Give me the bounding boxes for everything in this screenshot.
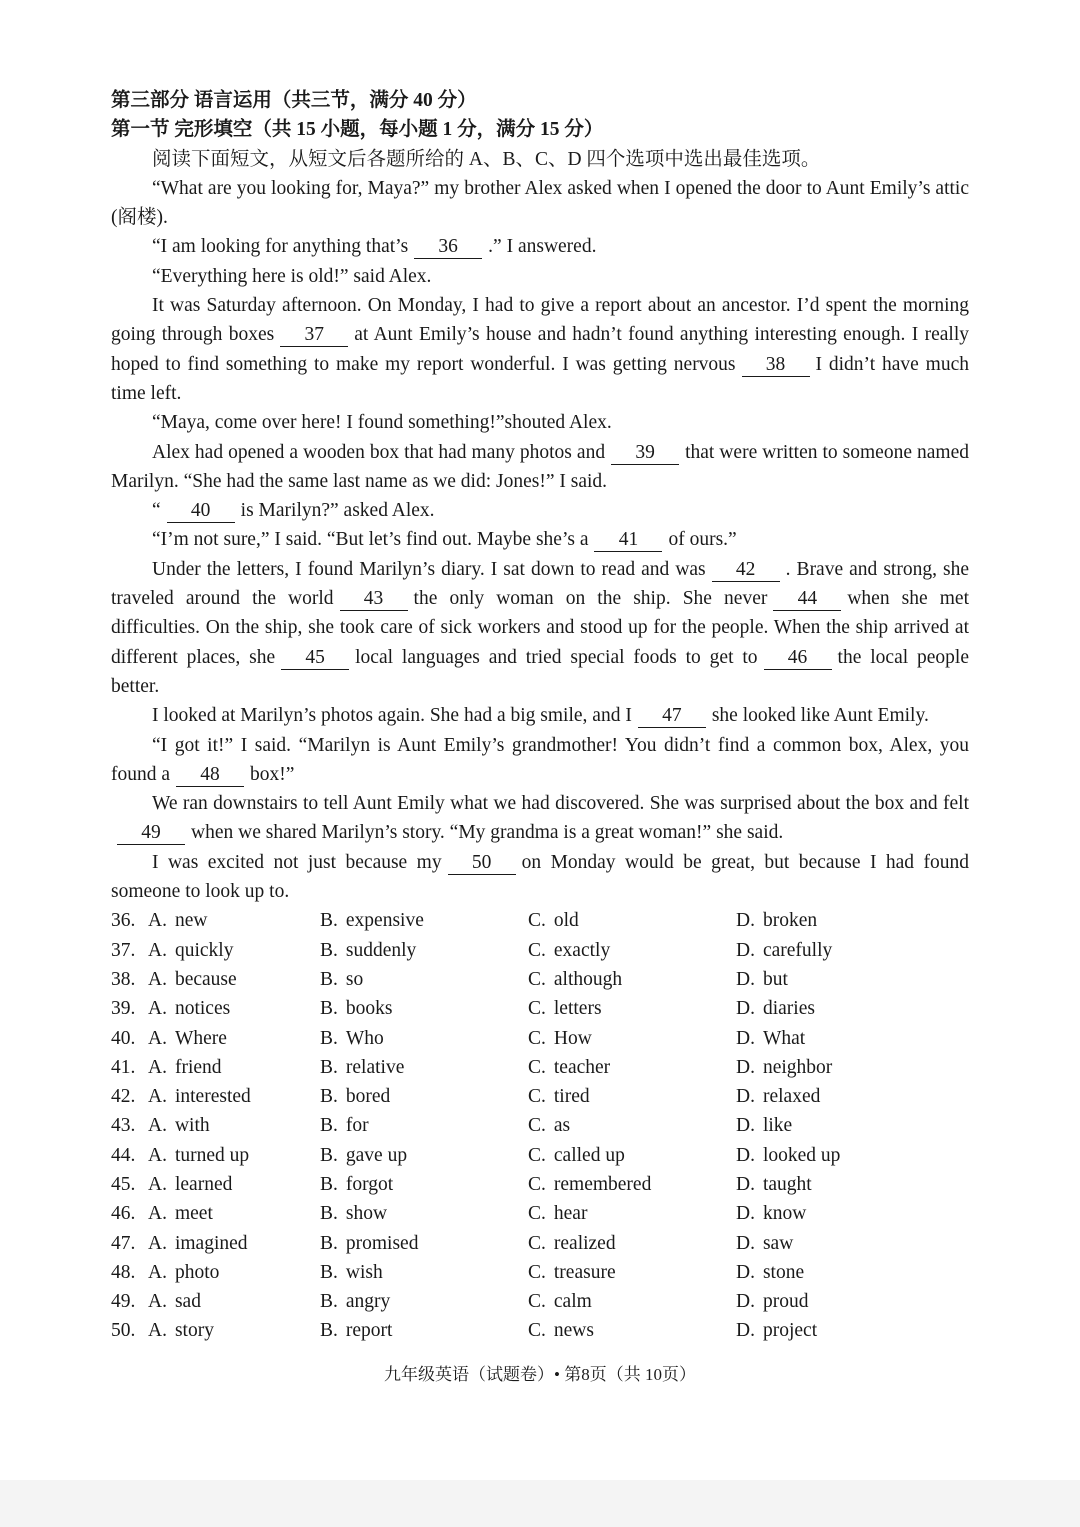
option-a — [148, 1287, 320, 1316]
option-d — [736, 994, 944, 1023]
option-b — [320, 1199, 528, 1228]
option-letter: B. — [320, 968, 338, 990]
option-letter: C. — [528, 1291, 546, 1313]
option-d — [736, 1053, 944, 1082]
passage-paragraph — [111, 496, 969, 525]
option-a — [148, 1082, 320, 1111]
option-b — [320, 1053, 528, 1082]
option-letter: D. — [736, 1203, 755, 1225]
option-a — [148, 1141, 320, 1170]
option-row — [111, 1141, 969, 1170]
option-text: realized — [553, 1232, 616, 1254]
option-text: notices — [174, 998, 231, 1020]
blank-38: 38 — [742, 354, 810, 377]
option-text: diaries — [762, 998, 815, 1020]
option-letter: A. — [148, 1086, 167, 1108]
option-text: proud — [762, 1291, 809, 1313]
option-text: news — [553, 1320, 594, 1342]
option-text: Where — [174, 1027, 227, 1049]
question-number: 49. — [111, 1291, 136, 1313]
option-letter: C. — [528, 1086, 546, 1108]
option-text: called up — [553, 1144, 625, 1166]
passage-text: she looked like Aunt Emily. — [711, 705, 929, 727]
option-letter: C. — [528, 1144, 546, 1166]
question-number: 38. — [111, 968, 136, 990]
option-a — [148, 1024, 320, 1053]
passage-paragraph — [111, 701, 969, 730]
option-row — [111, 994, 969, 1023]
blank-43: 43 — [340, 588, 408, 611]
option-letter: B. — [320, 1144, 338, 1166]
option-row — [111, 936, 969, 965]
option-letter: C. — [528, 1203, 546, 1225]
option-text: taught — [762, 1173, 812, 1195]
option-d — [736, 1287, 944, 1316]
option-d — [736, 1141, 944, 1170]
question-number: 42. — [111, 1086, 136, 1108]
option-letter: D. — [736, 1027, 755, 1049]
option-letter: A. — [148, 1173, 167, 1195]
option-letter: B. — [320, 910, 338, 932]
option-letter: C. — [528, 998, 546, 1020]
option-a — [148, 1316, 320, 1345]
passage-paragraph — [111, 232, 969, 261]
passage-text: “ — [152, 500, 161, 522]
option-c — [528, 906, 736, 935]
option-text: although — [553, 968, 623, 990]
option-letter: A. — [148, 1232, 167, 1254]
option-text: remembered — [553, 1173, 652, 1195]
option-text: so — [345, 968, 364, 990]
passage-text: Alex had opened a wooden box that had many photos and — [152, 441, 606, 463]
option-a — [148, 1199, 320, 1228]
question-number: 37. — [111, 939, 136, 961]
blank-48: 48 — [176, 764, 244, 787]
passage-paragraph — [111, 731, 969, 790]
passage-text: .” I answered. — [488, 236, 597, 258]
option-text: teacher — [553, 1056, 611, 1078]
option-letter: D. — [736, 968, 755, 990]
option-text: because — [174, 968, 237, 990]
blank-44: 44 — [773, 588, 841, 611]
option-c — [528, 1053, 736, 1082]
option-text: as — [553, 1115, 571, 1137]
passage-text: of ours.” — [668, 529, 737, 551]
option-letter: D. — [736, 1232, 755, 1254]
blank-37: 37 — [280, 324, 348, 347]
option-a — [148, 1258, 320, 1287]
option-text: promised — [345, 1232, 419, 1254]
passage-paragraph — [111, 408, 969, 437]
option-text: new — [174, 910, 208, 932]
option-text: Who — [345, 1027, 384, 1049]
option-letter: B. — [320, 939, 338, 961]
question-number: 47. — [111, 1232, 136, 1254]
instruction: 阅读下面短文，从短文后各题所给的 A、B、C、D 四个选项中选出最佳选项。 — [152, 148, 821, 170]
blank-39: 39 — [611, 442, 679, 465]
option-b — [320, 1258, 528, 1287]
page-content — [111, 86, 969, 1346]
blank-36: 36 — [414, 236, 482, 259]
passage-text: “I am looking for anything that’s — [152, 236, 409, 258]
option-letter: A. — [148, 968, 167, 990]
option-text: suddenly — [345, 939, 417, 961]
option-c — [528, 994, 736, 1023]
option-text: meet — [174, 1203, 213, 1225]
option-row — [111, 1170, 969, 1199]
passage-text: when we shared Marilyn’s story. “My grandma is a great woman!” she said. — [191, 822, 784, 844]
option-letter: B. — [320, 1115, 338, 1137]
option-c — [528, 1229, 736, 1258]
option-b — [320, 1287, 528, 1316]
option-letter: A. — [148, 998, 167, 1020]
option-c — [528, 1082, 736, 1111]
passage-text: “I got it!” I said. “Marilyn is Aunt Emily’s grandmother! You didn’t find a common box, Alex, you found a — [111, 734, 969, 785]
option-letter: D. — [736, 1173, 755, 1195]
passage-paragraph — [111, 789, 969, 848]
passage-text: “What are you looking for, Maya?” my brother Alex asked when I opened the door to Aunt Emily’s attic (阁楼). — [111, 177, 969, 229]
option-letter: B. — [320, 1027, 338, 1049]
option-text: hear — [553, 1203, 588, 1225]
option-row — [111, 1199, 969, 1228]
option-letter: D. — [736, 1056, 755, 1078]
option-text: books — [345, 998, 393, 1020]
option-text: old — [553, 910, 579, 932]
passage-paragraph — [111, 525, 969, 554]
option-c — [528, 1111, 736, 1140]
question-number: 41. — [111, 1056, 136, 1078]
question-number: 40. — [111, 1027, 136, 1049]
option-text: imagined — [174, 1232, 248, 1254]
option-letter: A. — [148, 910, 167, 932]
option-a — [148, 1053, 320, 1082]
option-d — [736, 965, 944, 994]
option-c — [528, 965, 736, 994]
option-a — [148, 1170, 320, 1199]
passage-paragraph — [111, 291, 969, 408]
passage-text: Under the letters, I found Marilyn’s diary. I sat down to read and was — [152, 558, 706, 580]
question-number: 50. — [111, 1320, 136, 1342]
passage-text: local languages and tried special foods to get to — [355, 646, 758, 668]
passage-text: We ran downstairs to tell Aunt Emily what we had discovered. She was surprised about the box and felt — [152, 793, 969, 815]
option-row — [111, 1287, 969, 1316]
option-letter: B. — [320, 1291, 338, 1313]
option-text: angry — [345, 1291, 391, 1313]
option-b — [320, 994, 528, 1023]
option-d — [736, 1199, 944, 1228]
option-b — [320, 1024, 528, 1053]
option-b — [320, 1141, 528, 1170]
option-text: tired — [553, 1086, 590, 1108]
option-letter: A. — [148, 1056, 167, 1078]
option-letter: A. — [148, 1115, 167, 1137]
blank-46: 46 — [764, 647, 832, 670]
option-letter: B. — [320, 1232, 338, 1254]
option-a — [148, 906, 320, 935]
option-text: project — [762, 1320, 818, 1342]
option-text: What — [762, 1027, 806, 1049]
passage-text: It was Saturday afternoon. On Monday, I had to give a report about an ancestor. I’d spent the morning going through boxes — [111, 295, 969, 346]
option-b — [320, 1316, 528, 1345]
option-text: forgot — [345, 1173, 394, 1195]
passage-paragraph — [111, 262, 969, 291]
option-d — [736, 1316, 944, 1345]
question-number: 43. — [111, 1115, 136, 1137]
option-d — [736, 1082, 944, 1111]
blank-47: 47 — [638, 705, 706, 728]
option-letter: D. — [736, 910, 755, 932]
blank-41: 41 — [594, 529, 662, 552]
section-title: 第一节 完形填空（共 15 小题，每小题 1 分，满分 15 分） — [111, 119, 604, 141]
option-letter: C. — [528, 1320, 546, 1342]
option-letter: C. — [528, 1261, 546, 1283]
option-text: bored — [345, 1086, 391, 1108]
option-text: with — [174, 1115, 210, 1137]
option-a — [148, 994, 320, 1023]
passage-text: I was excited not just because my — [152, 851, 442, 873]
question-number: 48. — [111, 1261, 136, 1283]
option-text: gave up — [345, 1144, 408, 1166]
option-text: relaxed — [762, 1086, 821, 1108]
passage-text: “I’m not sure,” I said. “But let’s find out. Maybe she’s a — [152, 529, 589, 551]
option-letter: D. — [736, 1291, 755, 1313]
option-text: letters — [553, 998, 602, 1020]
option-text: interested — [174, 1086, 251, 1108]
passage-text: I looked at Marilyn’s photos again. She had a big smile, and I — [152, 705, 632, 727]
option-d — [736, 1111, 944, 1140]
passage-text: is Marilyn?” asked Alex. — [240, 500, 435, 522]
option-text: turned up — [174, 1144, 250, 1166]
option-letter: D. — [736, 939, 755, 961]
passage-text: when she met difficulties. On the ship, she took care of sick workers and stood up for the people. When the ship arrived at different places, she — [111, 588, 969, 668]
option-text: story — [174, 1320, 214, 1342]
option-letter: C. — [528, 968, 546, 990]
option-letter: D. — [736, 1115, 755, 1137]
question-number: 45. — [111, 1173, 136, 1195]
option-row — [111, 965, 969, 994]
option-letter: C. — [528, 1115, 546, 1137]
passage-text: the only woman on the ship. She never — [413, 588, 768, 610]
answer-options — [111, 906, 969, 1345]
passage-text: at Aunt Emily’s house and hadn’t found anything interesting enough. I really hoped to find something to make my report wonderful. I was getting nervous — [111, 324, 969, 375]
option-letter: D. — [736, 1320, 755, 1342]
option-text: relative — [345, 1056, 405, 1078]
option-c — [528, 1024, 736, 1053]
option-text: for — [345, 1115, 369, 1137]
option-a — [148, 1229, 320, 1258]
option-text: show — [345, 1203, 388, 1225]
blank-50: 50 — [448, 852, 516, 875]
option-c — [528, 1258, 736, 1287]
option-c — [528, 1199, 736, 1228]
option-c — [528, 1316, 736, 1345]
option-text: photo — [174, 1261, 220, 1283]
option-c — [528, 1287, 736, 1316]
passage-paragraph — [111, 555, 969, 701]
option-letter: D. — [736, 1086, 755, 1108]
option-letter: C. — [528, 939, 546, 961]
option-c — [528, 936, 736, 965]
option-text: How — [553, 1027, 592, 1049]
option-b — [320, 1170, 528, 1199]
option-row — [111, 1111, 969, 1140]
option-letter: C. — [528, 910, 546, 932]
option-letter: A. — [148, 1261, 167, 1283]
option-letter: A. — [148, 1144, 167, 1166]
page-footer: 九年级英语（试题卷）• 第8页（共 10页） — [384, 1365, 696, 1384]
option-row — [111, 1082, 969, 1111]
option-letter: C. — [528, 1232, 546, 1254]
passage-text: I didn’t have much time left. — [111, 353, 969, 404]
option-a — [148, 1111, 320, 1140]
option-d — [736, 1229, 944, 1258]
option-letter: C. — [528, 1027, 546, 1049]
option-letter: D. — [736, 1144, 755, 1166]
option-b — [320, 906, 528, 935]
blank-42: 42 — [712, 559, 780, 582]
option-row — [111, 1229, 969, 1258]
option-text: report — [345, 1320, 393, 1342]
option-text: exactly — [553, 939, 611, 961]
option-letter: B. — [320, 1173, 338, 1195]
option-row — [111, 1316, 969, 1345]
option-text: like — [762, 1115, 793, 1137]
option-d — [736, 906, 944, 935]
option-text: quickly — [174, 939, 234, 961]
option-text: neighbor — [762, 1056, 833, 1078]
option-b — [320, 1111, 528, 1140]
passage-text: box!” — [250, 763, 295, 785]
option-text: broken — [762, 910, 818, 932]
option-b — [320, 1229, 528, 1258]
option-text: treasure — [553, 1261, 616, 1283]
option-d — [736, 1170, 944, 1199]
option-text: but — [762, 968, 788, 990]
blank-45: 45 — [281, 647, 349, 670]
option-letter: A. — [148, 1291, 167, 1313]
option-letter: B. — [320, 1086, 338, 1108]
option-d — [736, 1024, 944, 1053]
option-c — [528, 1141, 736, 1170]
question-number: 36. — [111, 910, 136, 932]
option-row — [111, 1258, 969, 1287]
option-letter: A. — [148, 1320, 167, 1342]
passage-text: on Monday would be great, but because I had found someone to look up to. — [111, 851, 970, 903]
option-letter: B. — [320, 1320, 338, 1342]
option-text: calm — [553, 1291, 592, 1313]
option-text: carefully — [762, 939, 833, 961]
option-letter: B. — [320, 998, 338, 1020]
option-letter: A. — [148, 1203, 167, 1225]
option-letter: D. — [736, 998, 755, 1020]
option-row — [111, 906, 969, 935]
option-letter: C. — [528, 1173, 546, 1195]
question-number: 39. — [111, 998, 136, 1020]
option-text: stone — [762, 1261, 805, 1283]
option-a — [148, 936, 320, 965]
passage-text: “Everything here is old!” said Alex. — [152, 265, 432, 287]
option-text: expensive — [345, 910, 424, 932]
passage-text: “Maya, come over here! I found something!”shouted Alex. — [152, 412, 612, 434]
option-letter: A. — [148, 1027, 167, 1049]
question-number: 44. — [111, 1144, 136, 1166]
option-letter: D. — [736, 1261, 755, 1283]
passage-paragraph — [111, 174, 969, 233]
option-letter: C. — [528, 1056, 546, 1078]
option-b — [320, 965, 528, 994]
option-d — [736, 936, 944, 965]
option-c — [528, 1170, 736, 1199]
passage-paragraph — [111, 848, 969, 907]
option-b — [320, 936, 528, 965]
option-row — [111, 1053, 969, 1082]
option-letter: B. — [320, 1261, 338, 1283]
passage-text: that were written to someone named Marilyn. “She had the same last name as we did: Jones!” I said. — [111, 441, 969, 492]
passage-paragraph — [111, 438, 969, 497]
option-letter: B. — [320, 1203, 338, 1225]
question-number: 46. — [111, 1203, 136, 1225]
option-b — [320, 1082, 528, 1111]
option-text: know — [762, 1203, 807, 1225]
option-letter: B. — [320, 1056, 338, 1078]
option-row — [111, 1024, 969, 1053]
option-text: learned — [174, 1173, 233, 1195]
option-a — [148, 965, 320, 994]
passage-text: the local people better. — [111, 646, 969, 697]
option-d — [736, 1258, 944, 1287]
option-text: wish — [345, 1261, 383, 1283]
option-text: saw — [762, 1232, 794, 1254]
option-text: looked up — [762, 1144, 841, 1166]
passage-text: . Brave and strong, she traveled around the world — [111, 558, 969, 610]
blank-40: 40 — [167, 500, 235, 523]
option-letter: A. — [148, 939, 167, 961]
option-text: sad — [174, 1291, 201, 1313]
part-title: 第三部分 语言运用（共三节，满分 40 分） — [111, 90, 477, 111]
blank-49: 49 — [117, 822, 185, 845]
option-text: friend — [174, 1056, 222, 1078]
